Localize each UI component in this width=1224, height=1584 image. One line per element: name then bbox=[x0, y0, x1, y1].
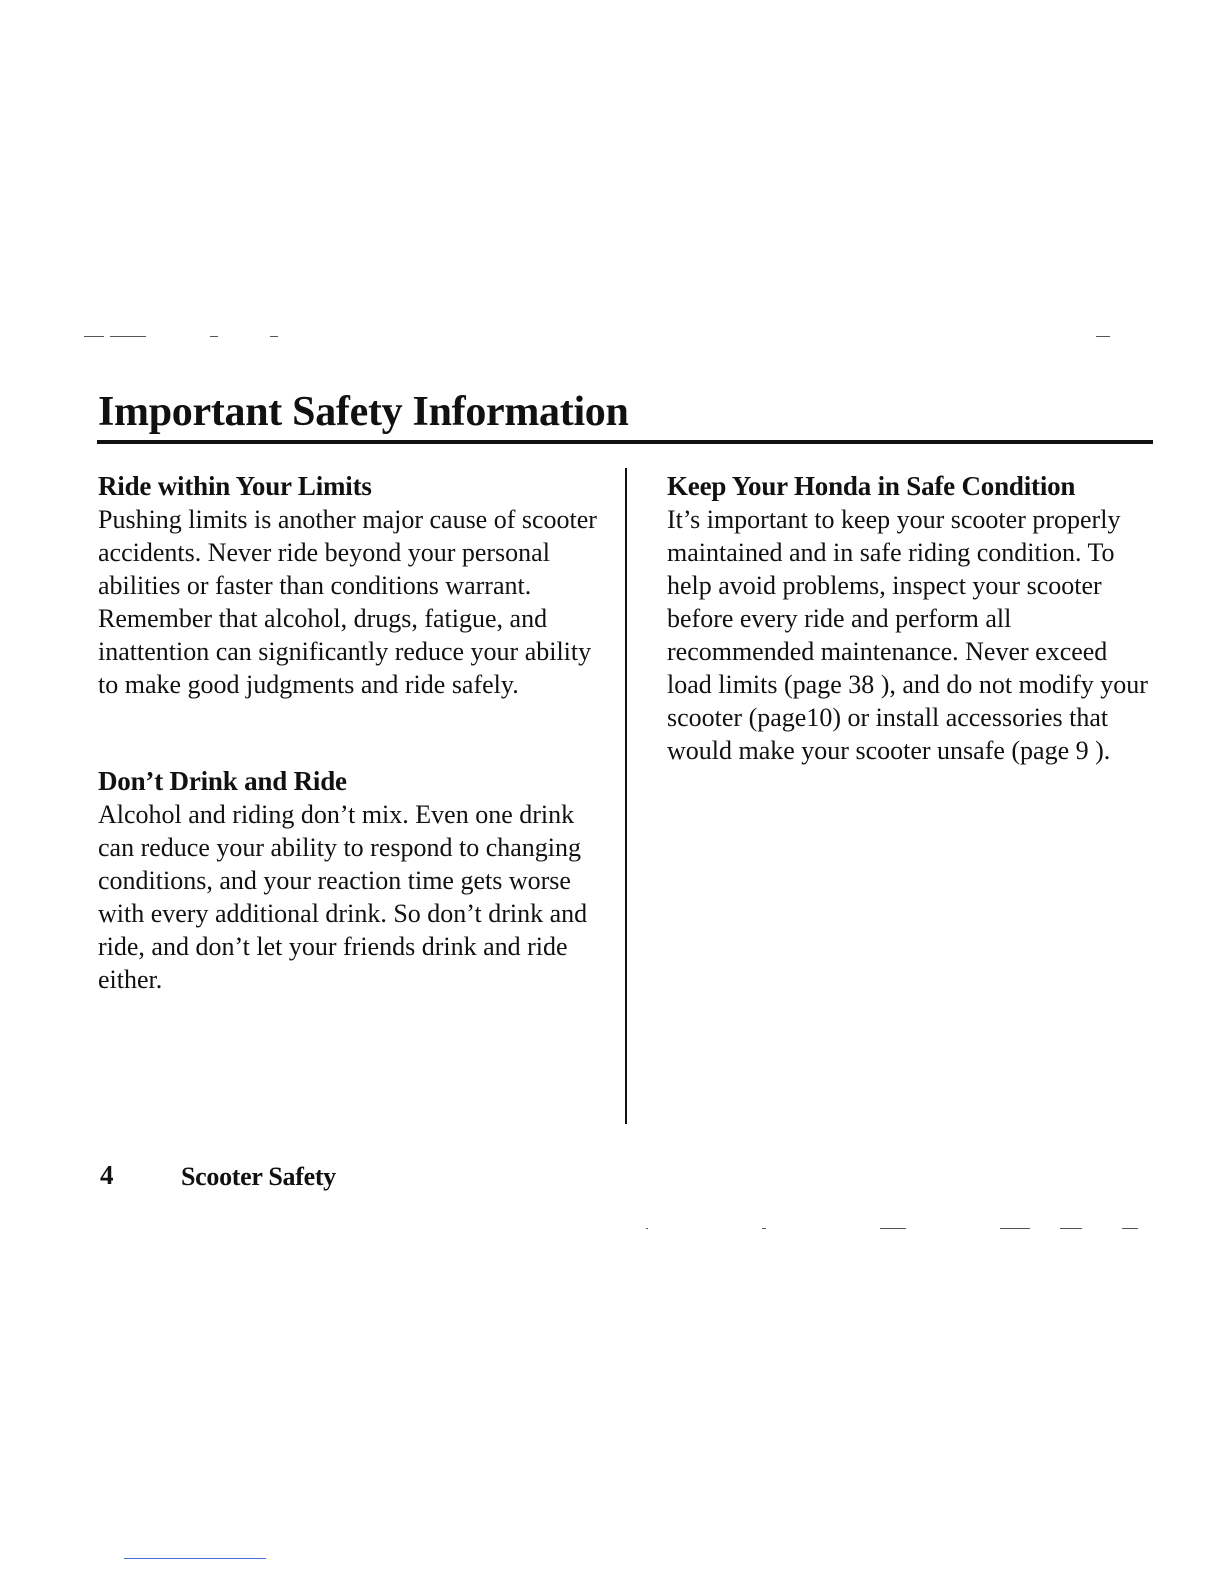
section-body: Alcohol and riding don’t mix. Even one drink can reduce your ability to respond to changing conditions, and your reaction time gets worse with every additional drink. So don’t drink and ride, and don’t let your friends drink and ride either. bbox=[98, 800, 588, 994]
scan-mark bbox=[110, 336, 146, 337]
page-title: Important Safety Information bbox=[98, 389, 629, 435]
scan-mark bbox=[84, 336, 104, 337]
section-dont-drink-and-ride bbox=[98, 765, 598, 996]
section-keep-honda-safe bbox=[667, 470, 1157, 767]
scan-mark bbox=[1122, 1228, 1138, 1229]
scan-mark bbox=[124, 1558, 266, 1559]
section-ride-within-limits bbox=[98, 470, 598, 701]
scan-mark bbox=[1060, 1228, 1082, 1229]
title-rule bbox=[97, 440, 1153, 444]
scan-mark bbox=[646, 1228, 648, 1229]
section-heading: Ride within Your Limits bbox=[98, 471, 372, 501]
footer-section-label: Scooter Safety bbox=[181, 1162, 336, 1191]
section-heading: Keep Your Honda in Safe Condition bbox=[667, 471, 1076, 501]
scan-mark bbox=[1096, 336, 1110, 337]
scan-mark bbox=[210, 336, 218, 337]
section-body: Pushing limits is another major cause of scooter accidents. Never ride beyond your personal abilities or faster than conditions warrant. Remember that alcohol, drugs, fatigue, and inattention can significantly reduce your ability to make good judgments and ride safely. bbox=[98, 505, 597, 699]
section-body: It’s important to keep your scooter properly maintained and in safe riding condition. To help avoid problems, inspect your scooter before every ride and perform all recommended maintenance. Never exceed load limits (page 38 ), and do not modify your scooter (page10) or install accessories that would make your scooter unsafe (page 9 ). bbox=[667, 505, 1148, 765]
column-divider bbox=[625, 468, 627, 1124]
scan-mark bbox=[762, 1228, 766, 1229]
scan-mark bbox=[1000, 1228, 1030, 1229]
section-heading: Don’t Drink and Ride bbox=[98, 766, 347, 796]
scan-mark bbox=[270, 336, 278, 337]
page-number: 4 bbox=[100, 1160, 114, 1190]
scan-mark bbox=[880, 1228, 906, 1229]
